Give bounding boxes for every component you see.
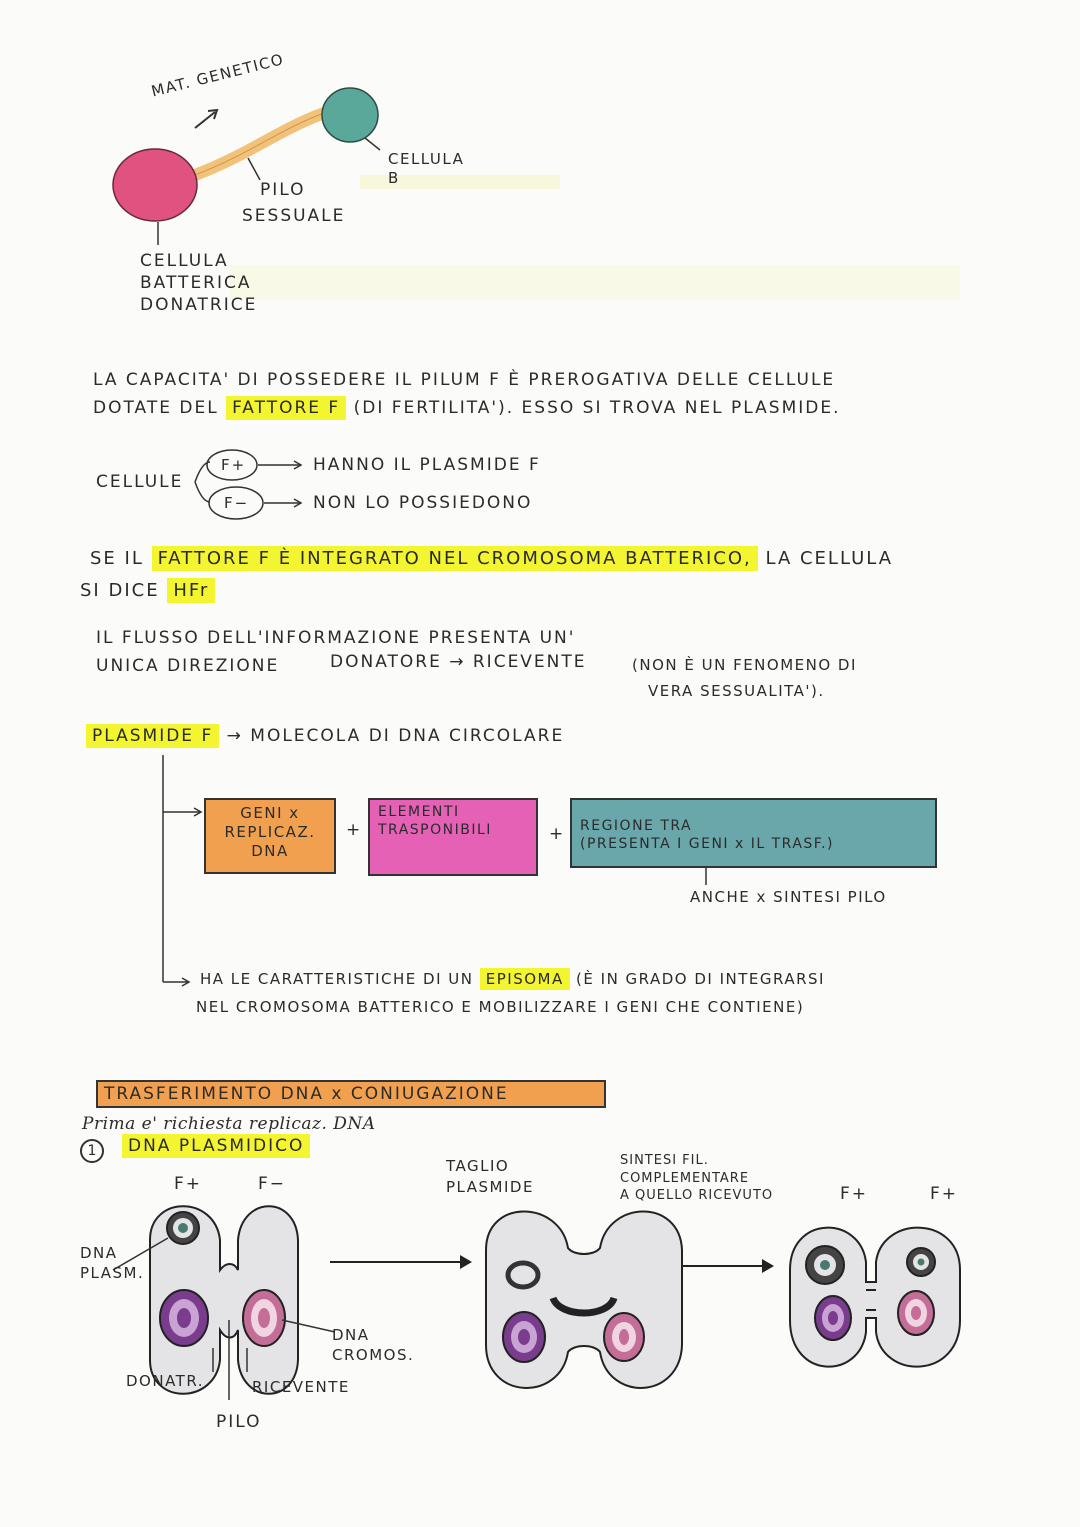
box1-line2: REPLICAZ. bbox=[224, 822, 316, 841]
box2-line2: TRASPONIBILI bbox=[378, 821, 492, 838]
episoma-line2: NEL CROMOSOMA BATTERICO E MOBILIZZARE I GENI CHE CONTIENE) bbox=[196, 998, 805, 1016]
taglio-plasmide-label bbox=[446, 1156, 534, 1198]
episoma-line1 bbox=[200, 972, 825, 987]
para1-line2-post: (DI FERTILITA'). ESSO SI TROVA NEL PLASMIDE. bbox=[353, 398, 841, 418]
recipient-cell-b bbox=[322, 88, 378, 142]
para2-post: LA CELLULA bbox=[765, 548, 894, 569]
para2-line2 bbox=[80, 582, 215, 600]
cellule-label: CELLULE bbox=[96, 472, 184, 492]
para2-line1 bbox=[90, 550, 893, 568]
flow-direction: DONATORE → RICEVENTE bbox=[330, 652, 587, 672]
conjugation-steps bbox=[113, 1206, 960, 1400]
sintesi-line2: COMPLEMENTARE bbox=[620, 1170, 750, 1186]
pilo-label: PILO bbox=[216, 1412, 262, 1432]
hfr-highlight: HFr bbox=[167, 578, 215, 603]
plasmide-desc: → MOLECOLA DI DNA CIRCOLARE bbox=[226, 726, 565, 746]
dna-plasm-line1: DNA bbox=[80, 1244, 118, 1262]
taglio-line2: PLASMIDE bbox=[446, 1178, 534, 1196]
cellula-b-line1: CELLULA bbox=[388, 150, 465, 168]
para3-note2: VERA SESSUALITA'). bbox=[648, 682, 825, 700]
trasferimento-header: TRASFERIMENTO DNA x CONIUGAZIONE bbox=[96, 1080, 606, 1108]
box-elementi-trasponibili bbox=[368, 798, 538, 876]
box3-note: ANCHE x SINTESI PILO bbox=[690, 888, 887, 906]
para3-note1: (NON È UN FENOMENO DI bbox=[632, 656, 857, 674]
integrato-highlight: FATTORE F È INTEGRATO NEL CROMOSOMA BATTERICO, bbox=[152, 546, 758, 571]
episoma-highlight: EPISOMA bbox=[480, 968, 570, 990]
box1-line1: GENI x bbox=[240, 804, 300, 822]
box3-line2: (PRESENTA I GENI x IL TRASF.) bbox=[580, 835, 835, 852]
mat-genetico-label: MAT. GENETICO bbox=[149, 50, 286, 101]
episoma-post: (È IN GRADO DI INTEGRARSI bbox=[576, 970, 825, 988]
donor-cell bbox=[113, 149, 197, 221]
box-regione-tra bbox=[570, 798, 937, 868]
pilo-line1: PILO bbox=[260, 180, 306, 200]
fplus-result-b: F+ bbox=[930, 1184, 959, 1204]
plus-sign: + bbox=[549, 824, 566, 844]
ricevente-label: RICEVENTE bbox=[252, 1378, 350, 1396]
cellula-b-label bbox=[388, 152, 464, 186]
arrow-icon bbox=[195, 112, 215, 128]
episoma-pre: HA LE CARATTERISTICHE DI UN bbox=[200, 970, 474, 988]
replicaz-note: Prima e' richiesta replicaz. DNA bbox=[82, 1114, 376, 1134]
box3-line1: REGIONE TRA bbox=[580, 818, 693, 834]
para1-line2-pre: DOTATE DEL bbox=[93, 398, 219, 418]
sintesi-line1: SINTESI FIL. bbox=[620, 1153, 709, 1168]
fplus-description: HANNO IL PLASMIDE F bbox=[313, 455, 541, 475]
sintesi-line3: A QUELLO RICEVUTO bbox=[620, 1188, 774, 1204]
step-number-badge: 1 bbox=[80, 1139, 104, 1163]
cellula-b-line2: B bbox=[388, 169, 400, 187]
fattore-f-highlight: FATTORE F bbox=[226, 396, 346, 420]
si-dice: SI DICE bbox=[80, 580, 160, 601]
fplus-label: F+ bbox=[221, 456, 247, 474]
para1-line1: LA CAPACITA' DI POSSEDERE IL PILUM F È PREROGATIVA DELLE CELLULE bbox=[93, 370, 836, 390]
para3-line2: UNICA DIREZIONE bbox=[96, 656, 280, 676]
dna-plasm-line2: PLASM. bbox=[80, 1263, 145, 1282]
box1-line3: DNA bbox=[251, 841, 289, 860]
plasmide-f-highlight: PLASMIDE F bbox=[86, 724, 219, 748]
pilo-sessuale-label bbox=[242, 178, 346, 229]
plasmide-f-line bbox=[86, 728, 564, 745]
box2-line1: ELEMENTI bbox=[378, 804, 460, 820]
sintesi-label bbox=[620, 1152, 773, 1205]
donatrice-line2: BATTERICA bbox=[140, 273, 252, 294]
fminus-description: NON LO POSSIEDONO bbox=[313, 493, 533, 513]
fminus-top-label: F− bbox=[258, 1174, 287, 1194]
donatr-label: DONATR. bbox=[126, 1372, 204, 1390]
donatrice-line3: DONATRICE bbox=[140, 295, 258, 316]
plus-sign: + bbox=[346, 820, 363, 840]
fplus-result-a: F+ bbox=[840, 1184, 869, 1204]
dna-cromos-line2: CROMOS. bbox=[332, 1345, 415, 1364]
dna-plasmidico-label bbox=[122, 1138, 310, 1155]
dna-cromos-line1: DNA bbox=[332, 1326, 370, 1344]
cell-pair-2 bbox=[486, 1212, 682, 1388]
box-geni-replicaz bbox=[204, 798, 336, 874]
taglio-line1: TAGLIO bbox=[446, 1157, 510, 1175]
fplus-top-label: F+ bbox=[174, 1174, 203, 1194]
dna-plasmidico-highlight: DNA PLASMIDICO bbox=[122, 1134, 310, 1158]
sessuale-line2: SESSUALE bbox=[242, 205, 346, 226]
dna-plasm-label bbox=[80, 1244, 144, 1283]
para1-line2 bbox=[93, 400, 841, 417]
para2-pre: SE IL bbox=[90, 548, 144, 569]
dna-cromos-label bbox=[332, 1326, 414, 1365]
donatrice-line1: CELLULA bbox=[140, 251, 229, 271]
cellula-donatrice-label bbox=[140, 250, 257, 316]
para3-line1: IL FLUSSO DELL'INFORMAZIONE PRESENTA UN' bbox=[96, 628, 576, 648]
fminus-label: F− bbox=[224, 494, 250, 512]
